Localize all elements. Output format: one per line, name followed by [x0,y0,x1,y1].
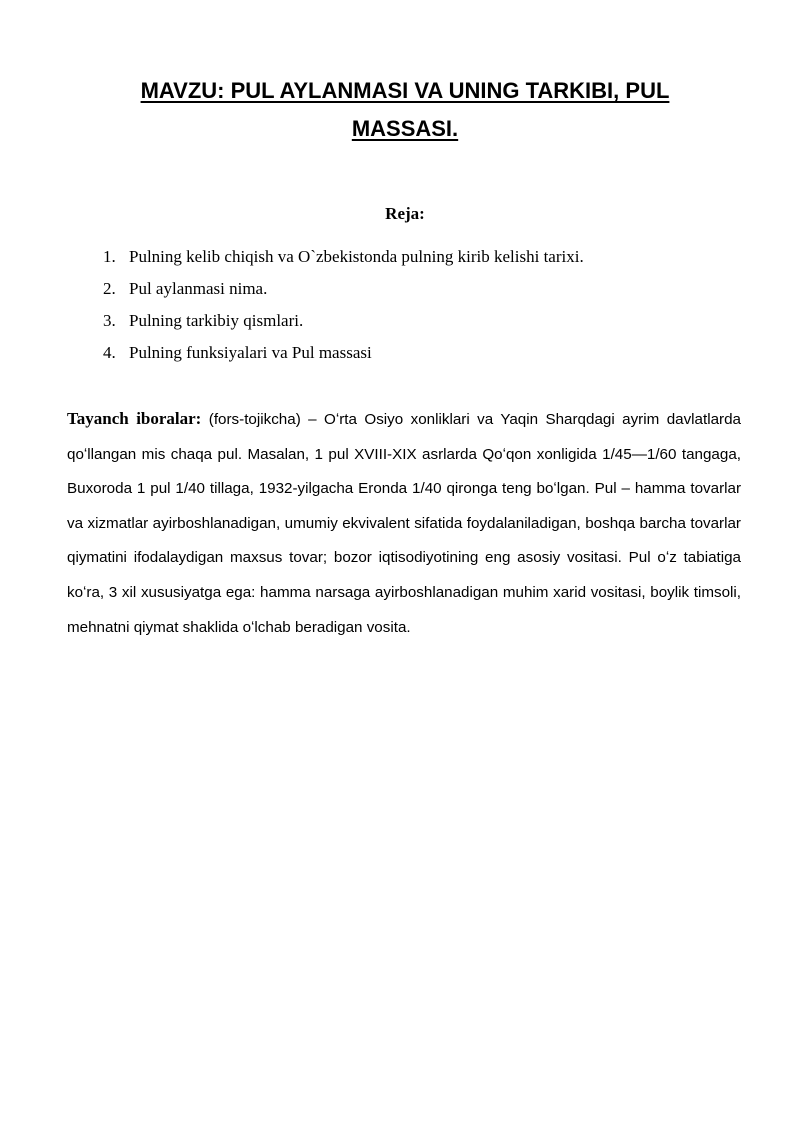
plan-item-number: 4. [103,343,116,362]
document-title [60,72,750,148]
title-line-2: MASSASI. [351,116,459,141]
plan-item-text: Pulning tarkibiy qismlari. [129,311,304,330]
key-terms-paragraph [67,402,741,645]
plan-item-text: Pulning kelib chiqish va O`zbekistonda pulning kirib kelishi tarixi. [129,247,584,266]
plan-item-text: Pul aylanmasi nima. [129,279,268,298]
title-line-1: MAVZU: PUL AYLANMASI VA UNING TARKIBI, PUL [140,78,670,103]
plan-item-number: 1. [103,247,116,266]
plan-heading: Reja: [385,204,425,223]
plan-item-number: 3. [103,311,116,330]
key-terms-text: (fors-tojikcha) – Oʻrta Osiyo xonliklari va Yaqin Sharqdagi ayrim davlatlarda qoʻllangan mis chaqa pul. Masalan, 1 pul XVIII-XIX asrlarda Qoʻqon xonligida 1/45—1/60 tangaga, Buxoroda 1 pul 1/40 tillaga, 1932-yilgacha Eronda 1/40 qironga teng boʻlgan. Pul – hamma tovarlar va xizmatlar ayirboshlanadigan, umumiy ekvivalent sifatida foydalaniladigan, boshqa barcha tovarlar qiymatini ifodalaydigan maxsus tovar; bozor iqtisodiyotining eng asosiy vositasi. Pul oʻz tabiatiga koʻra, 3 xil xususiyatga ega: hamma narsaga ayirboshlanadigan muhim xarid vositasi, boylik timsoli, mehnatni qiymat shaklida oʻlchab beradigan vosita. [67,411,741,636]
plan-item-number: 2. [103,279,116,298]
plan-item-text: Pulning funksiyalari va Pul massasi [129,343,372,362]
key-terms-label: Tayanch iboralar: [67,409,202,428]
